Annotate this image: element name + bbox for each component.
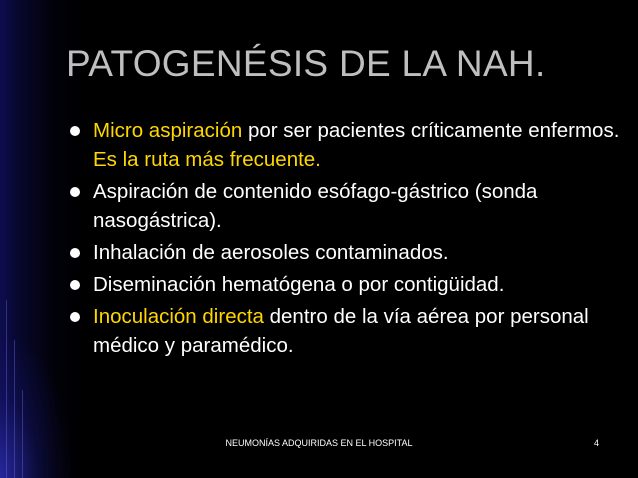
- bullet-text: Inhalación de aerosoles contaminados.: [93, 241, 449, 264]
- bullet-text-segment: por ser pacientes críticamente enfermos.: [242, 119, 620, 142]
- bullet-item: [68, 116, 628, 174]
- bullet-dot-icon: [70, 126, 80, 136]
- bullet-dot-icon: [70, 280, 80, 290]
- bullet-text: [93, 305, 589, 357]
- bullet-text: [93, 119, 619, 171]
- corner-glow-decoration: [0, 338, 70, 478]
- highlighted-text: Micro aspiración: [93, 119, 243, 142]
- bullet-dot-icon: [70, 312, 80, 322]
- bullet-dot-icon: [70, 248, 80, 258]
- footer-title: NEUMONÍAS ADQUIRIDAS EN EL HOSPITAL: [225, 438, 413, 448]
- page-number: 4: [594, 438, 600, 448]
- bullet-item: [68, 302, 628, 360]
- bullet-text: Aspiración de contenido esófago-gástrico (sonda nasogástrica).: [93, 180, 538, 232]
- bullet-text-segment: dentro de la vía aérea por personal médico y paramédico.: [93, 305, 589, 357]
- bullet-text: Diseminación hematógena o por contigüidad.: [93, 273, 505, 296]
- bullet-list: [68, 116, 628, 363]
- bullet-item: [68, 177, 628, 235]
- highlighted-text: Inoculación directa: [93, 305, 264, 328]
- light-streak-decoration: [6, 300, 7, 478]
- slide-title: PATOGENÉSIS DE LA NAH.: [66, 43, 546, 84]
- bullet-dot-icon: [70, 187, 80, 197]
- highlighted-text: Es la ruta más frecuente.: [93, 148, 321, 171]
- bullet-item: [68, 238, 628, 267]
- bullet-item: [68, 270, 628, 299]
- light-streak-decoration: [22, 390, 23, 478]
- light-streak-decoration: [14, 340, 15, 478]
